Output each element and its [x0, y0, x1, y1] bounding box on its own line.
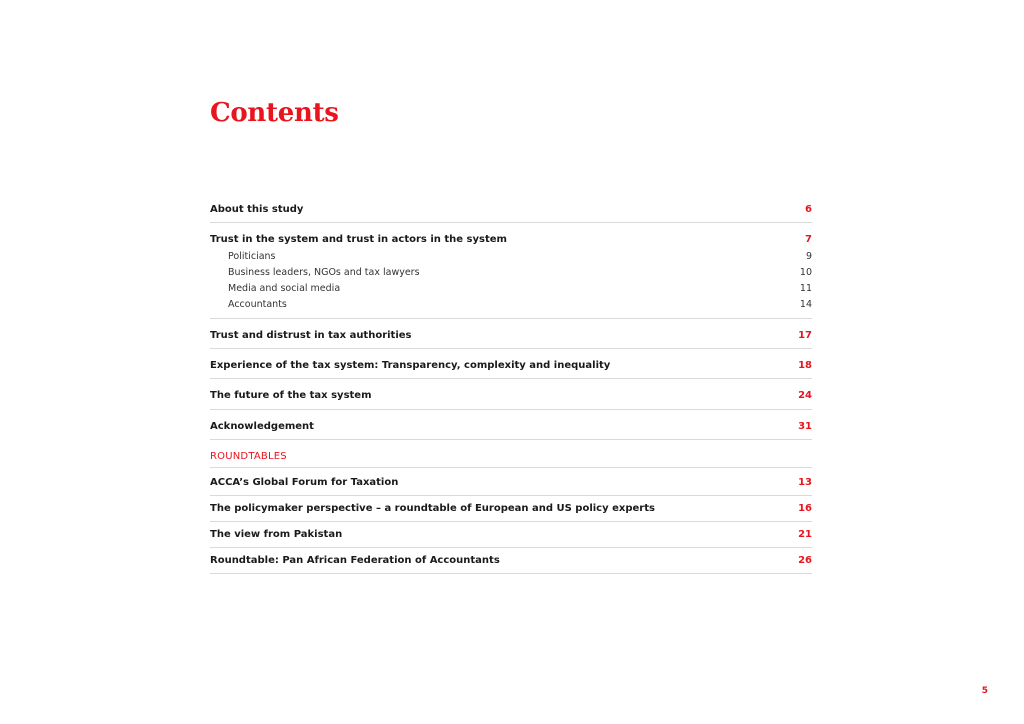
- roundtable-entry: [210, 527, 812, 548]
- roundtables-heading: ROUNDTABLES: [210, 449, 812, 468]
- toc-entry-label: The future of the tax system: [210, 390, 372, 402]
- footer-page-number: 5: [981, 686, 988, 696]
- toc-subentry[interactable]: [210, 265, 812, 281]
- toc-entry: [210, 358, 812, 379]
- toc-link[interactable]: [210, 202, 812, 218]
- toc-subentry-label: Media and social media: [228, 283, 341, 295]
- toc-entry-page: 6: [805, 204, 812, 215]
- toc-entry: [210, 328, 812, 349]
- toc-subentry[interactable]: [210, 281, 812, 297]
- toc-subentry-page: 10: [799, 266, 812, 278]
- toc-entry-label: Acknowledgement: [210, 420, 314, 432]
- toc-entry: [210, 202, 812, 223]
- toc-entry-label: Trust and distrust in tax authorities: [210, 329, 412, 341]
- toc-subentry-label: Business leaders, NGOs and tax lawyers: [228, 266, 420, 278]
- toc-entry: [210, 388, 812, 409]
- toc-entry-label: About this study: [210, 204, 304, 215]
- roundtable-link[interactable]: [210, 501, 812, 517]
- roundtable-label: The view from Pakistan: [210, 529, 343, 540]
- toc-entry-page: 24: [798, 390, 812, 402]
- roundtable-page: 21: [798, 529, 812, 540]
- toc-subentry-page: 11: [799, 283, 812, 295]
- page-title: Contents: [210, 98, 339, 128]
- roundtable-label: Roundtable: Pan African Federation of Accountants: [210, 555, 500, 566]
- roundtable-link[interactable]: [210, 527, 812, 543]
- toc-subentry-page: 9: [805, 250, 812, 262]
- toc-subentry-label: Politicians: [228, 250, 276, 262]
- roundtable-label: The policymaker perspective – a roundtable of European and US policy experts: [210, 503, 655, 514]
- roundtable-label: ACCA’s Global Forum for Taxation: [210, 477, 399, 488]
- toc-entry-page: 31: [798, 420, 812, 432]
- toc-subentry-page: 14: [799, 299, 812, 311]
- toc-entry-page: 18: [798, 360, 812, 372]
- toc-entry-page: 17: [798, 329, 812, 341]
- toc-link[interactable]: [210, 358, 812, 374]
- roundtable-entry: [210, 553, 812, 574]
- roundtable-page: 13: [798, 477, 812, 488]
- roundtable-page: 26: [798, 555, 812, 566]
- table-of-contents: [210, 202, 812, 449]
- roundtable-link[interactable]: [210, 475, 812, 491]
- roundtable-page: 16: [798, 503, 812, 514]
- roundtable-link[interactable]: [210, 553, 812, 569]
- toc-link[interactable]: [210, 328, 812, 344]
- toc-entry-label: Trust in the system and trust in actors in the system: [210, 234, 507, 246]
- toc-entry: [210, 419, 812, 440]
- toc-subentry-label: Accountants: [228, 299, 287, 311]
- toc-subentry[interactable]: [210, 249, 812, 265]
- roundtable-entry: [210, 501, 812, 522]
- toc-entry-label: Experience of the tax system: Transparency, complexity and inequality: [210, 360, 611, 372]
- toc-subentry[interactable]: [210, 297, 812, 313]
- toc-link[interactable]: [210, 388, 812, 404]
- toc-entry-page: 7: [805, 234, 812, 246]
- roundtables-section: [210, 449, 812, 579]
- roundtable-entry: [210, 475, 812, 496]
- toc-link[interactable]: [210, 232, 812, 248]
- toc-entry: [210, 232, 812, 318]
- toc-link[interactable]: [210, 419, 812, 435]
